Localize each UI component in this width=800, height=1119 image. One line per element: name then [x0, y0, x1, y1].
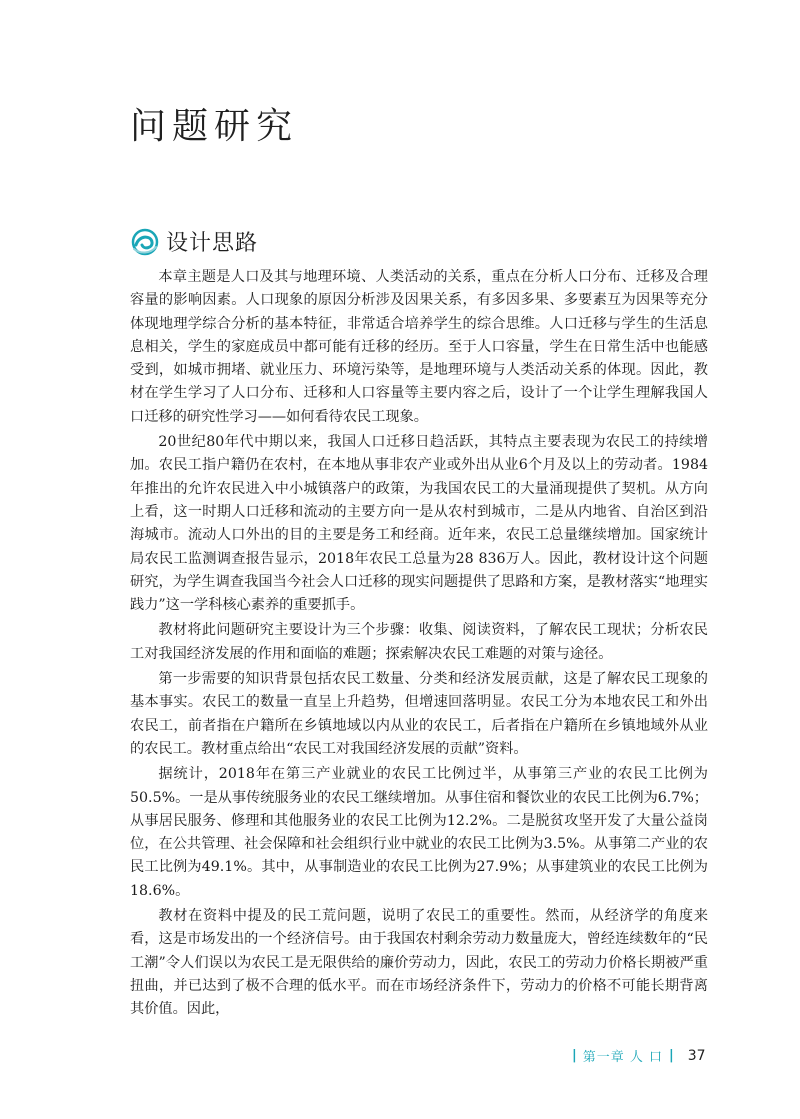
swirl-icon [130, 227, 160, 257]
footer-divider-right: | [669, 1048, 674, 1063]
paragraph-6: 教材在资料中提及的民工荒问题，说明了农民工的重要性。然而，从经济学的角度来看，这是市场发出的一个经济信号。由于我国农村剩余劳动力数量庞大，曾经连续数年的“民工潮”令人们误以为农民工是无限供给的廉价劳动力，因此，农民工的劳动力价格长期被严重扭曲，并已达到了极不合理的低水平。而在市场经济条件下，劳动力的价格不可能长期背离其价值。因此， [130, 908, 708, 1018]
paragraph-3: 教材将此问题研究主要设计为三个步骤：收集、阅读资料，了解农民工现状；分析农民工对我国经济发展的作用和面临的难题；探索解决农民工难题的对策与途径。 [130, 622, 708, 662]
footer-divider-left: | [572, 1048, 577, 1063]
paragraph-4: 第一步需要的知识背景包括农民工数量、分类和经济发展贡献，这是了解农民工现象的基本事实。农民工的数量一直呈上升趋势，但增速回落明显。农民工分为本地农民工和外出农民工，前者指在户籍所在乡镇地域以内从业的农民工，后者指在户籍所在乡镇地域外从业的农民工。教材重点给出“农民工对我国经济发展的贡献”资料。 [130, 671, 708, 757]
body-text [130, 266, 708, 1024]
chapter-label: 第一章 人 口 [582, 1050, 664, 1065]
section-label: 设计思路 [166, 231, 259, 256]
page-footer [566, 1046, 706, 1065]
page-title: 问题研究 [130, 106, 299, 147]
section-heading [130, 226, 258, 257]
page-number: 37 [687, 1047, 706, 1064]
paragraph-2: 20世纪80年代中期以来，我国人口迁移日趋活跃，其特点主要表现为农民工的持续增加。农民工指户籍仍在农村，在本地从事非农产业或外出从业6个月及以上的劳动者。1984年推出的允许农民进入中小城镇落户的政策，为我国农民工的大量涌现提供了契机。从方向上看，这一时期人口迁移和流动的主要方向一是从农村到城市，二是从内地省、自治区到沿海城市。流动人口外出的目的主要是务工和经商。近年来，农民工总量继续增加。国家统计局农民工监测调查报告显示，2018年农民工总量为28 836万人。因此，教材设计这个问题研究，为学生调查我国当今社会人口迁移的现实问题提供了思路和方案，是教材落实“地理实践力”这一学科核心素养的重要抓手。 [130, 434, 708, 614]
paragraph-1: 本章主题是人口及其与地理环境、人类活动的关系，重点在分析人口分布、迁移及合理容量的影响因素。人口现象的原因分析涉及因果关系，有多因多果、多要素互为因果等充分体现地理学综合分析的基本特征，非常适合培养学生的综合思维。人口迁移与学生的生活息息相关，学生的家庭成员中都可能有迁移的经历。至于人口容量，学生在日常生活中也能感受到，如城市拥堵、就业压力、环境污染等，是地理环境与人类活动关系的体现。因此，教材在学生学习了人口分布、迁移和人口容量等主要内容之后，设计了一个让学生理解我国人口迁移的研究性学习——如何看待农民工现象。 [130, 269, 708, 425]
paragraph-5: 据统计，2018年在第三产业就业的农民工比例过半，从事第三产业的农民工比例为50.5%。一是从事传统服务业的农民工继续增加。从事住宿和餐饮业的农民工比例为6.7%；从事居民服务、修理和其他服务业的农民工比例为12.2%。二是脱贫攻坚开发了大量公益岗位，在公共管理、社会保障和社会组织行业中就业的农民工比例为3.5%。从事第二产业的农民工比例为49.1%。其中，从事制造业的农民工比例为27.9%；从事建筑业的农民工比例为18.6%。 [130, 766, 708, 899]
